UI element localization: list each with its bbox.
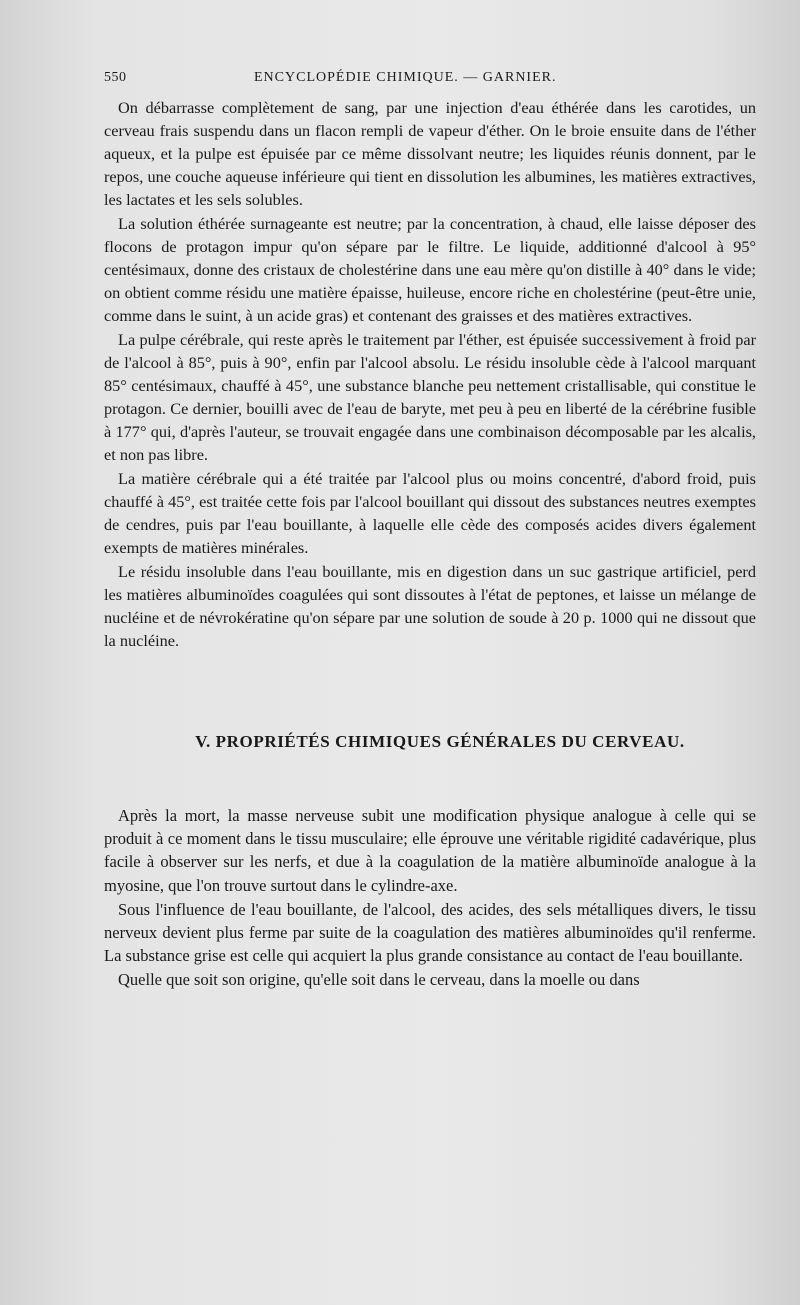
section-spacer — [104, 752, 756, 804]
page-number: 550 — [104, 70, 127, 85]
section-spacer — [104, 652, 756, 732]
paragraph: Quelle que soit son origine, qu'elle soit dans le cerveau, dans la moelle ou dans — [118, 970, 640, 990]
body-text-bottom — [104, 804, 756, 992]
running-header — [104, 70, 756, 96]
paragraph: Le résidu insoluble dans l'eau bouillante, mis en digestion dans un suc gastrique artificiel, perd les matières albuminoïdes coagulées qui sont dissoutes à l'état de peptones, et laisse un mélange de nucléine et de névrokératine qu'on sépare par une solution de soude à 20 p. 1000 qui ne dissout que la nucléine. — [104, 562, 756, 650]
running-title: ENCYCLOPÉDIE CHIMIQUE. — GARNIER. — [254, 70, 557, 85]
body-text-top — [104, 96, 756, 652]
paragraph: La matière cérébrale qui a été traitée par l'alcool plus ou moins concentré, d'abord froid, puis chauffé à 45°, est traitée cette fois par l'alcool bouillant qui dissout des substances neutres exemptes de cendres, puis par l'eau bouillante, à laquelle elle cède des composés acides divers également exempts de matières minérales. — [104, 469, 756, 557]
paragraph: On débarrasse complètement de sang, par une injection d'eau éthérée dans les carotides, un cerveau frais suspendu dans un flacon rempli de vapeur d'éther. On le broie ensuite dans de l'éther aqueux, et la pulpe est épuisée par ce même dissolvant neutre; les liquides réunis donnent, par le repos, une couche aqueuse inférieure qui tient en dissolution les albumines, les matières extractives, les lactates et les sels solubles. — [104, 98, 756, 209]
paragraph: La solution éthérée surnageante est neutre; par la concentration, à chaud, elle laisse déposer des flocons de protagon impur qu'on sépare par le filtre. Le liquide, additionné d'alcool à 95° centésimaux, donne des cristaux de cholestérine dans une eau mère qu'on distille à 40° dans le vide; on obtient comme résidu une matière épaisse, huileuse, encore riche en cholestérine (peut-être unie, comme dans le suint, à un acide gras) et contenant des graisses et des matières extractives. — [104, 214, 756, 325]
paragraph: Après la mort, la masse nerveuse subit une modification physique analogue à celle qui se produit à ce moment dans le tissu musculaire; elle éprouve une véritable rigidité cadavérique, plus facile à observer sur les nerfs, et due à la coagulation de la matière albuminoïde analogue à la myosine, que l'on trouve surtout dans le cylindre-axe. — [104, 806, 756, 895]
paragraph: Sous l'influence de l'eau bouillante, de l'alcool, des acides, des sels métalliques divers, le tissu nerveux devient plus ferme par suite de la coagulation des matières albuminoïdes qu'il renferme. La substance grise est celle qui acquiert la plus grande consistance au contact de l'eau bouillante. — [104, 899, 756, 966]
section-heading: V. PROPRIÉTÉS CHIMIQUES GÉNÉRALES DU CERVEAU. — [195, 732, 685, 751]
paragraph: La pulpe cérébrale, qui reste après le traitement par l'éther, est épuisée successivement à froid par de l'alcool à 85°, puis à 90°, enfin par l'alcool absolu. Le résidu insoluble cède à l'alcool marquant 85° centésimaux, chauffé à 45°, une substance blanche peu nettement cristallisable, qui constitue le protagon. Ce dernier, bouilli avec de l'eau de baryte, met peu à peu en liberté de la cérébrine fusible à 177° qui, d'après l'auteur, se trouvait engagée dans une combinaison décomposable par les alcalis, et non pas libre. — [104, 330, 756, 464]
